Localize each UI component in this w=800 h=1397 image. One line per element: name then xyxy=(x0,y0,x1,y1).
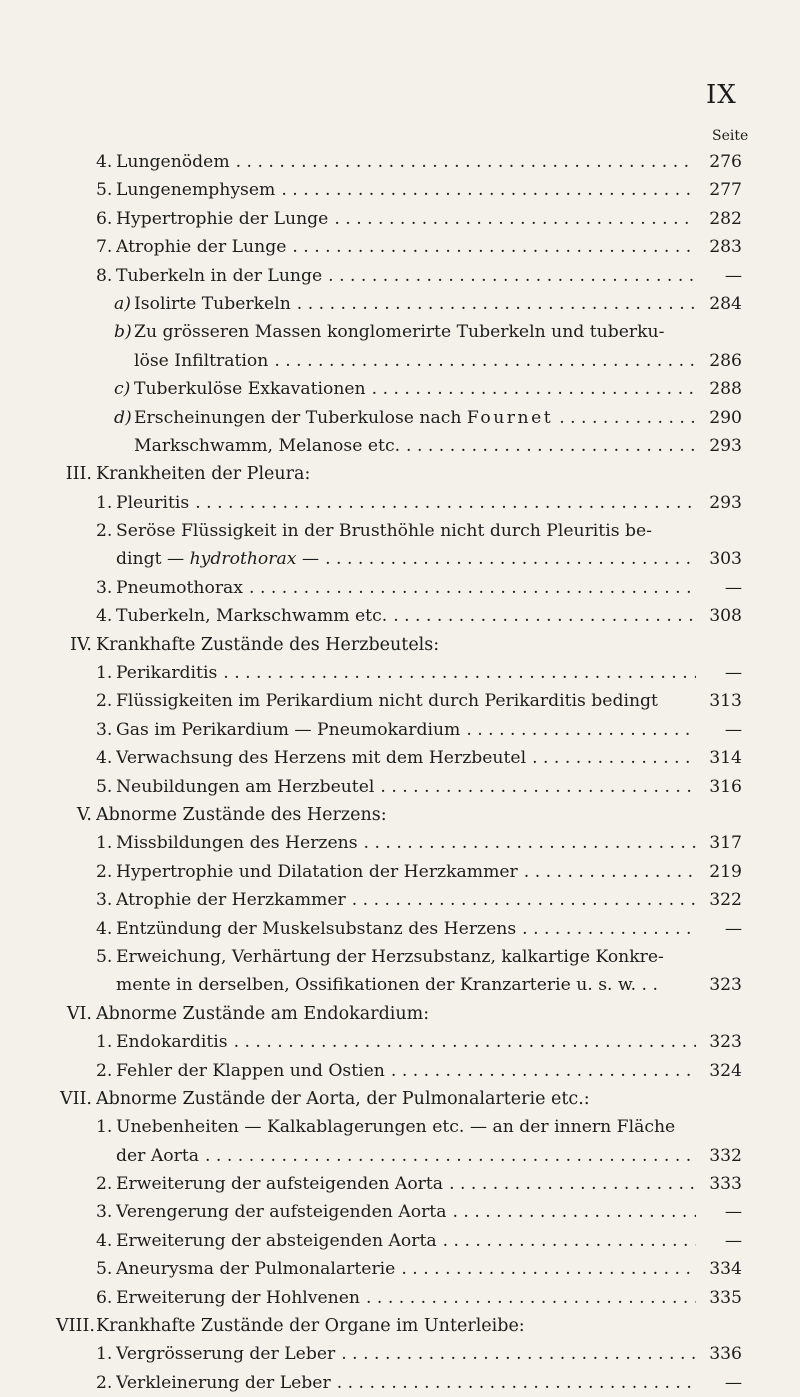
entry-number: 6. xyxy=(96,208,113,229)
entry-title: Lungenödem . . . xyxy=(116,148,696,176)
entry-title: Verkleinerung der Leber . . . xyxy=(116,1369,696,1397)
section-title: Abnorme Zustände des Herzens: xyxy=(96,804,387,825)
toc-entry xyxy=(96,1340,742,1368)
toc-entry xyxy=(96,915,742,943)
toc-subentry xyxy=(96,290,742,318)
entry-title: Erweiterung der absteigenden Aorta . . . xyxy=(116,1227,696,1255)
toc-subentry-continuation xyxy=(96,432,742,460)
entry-title: Atrophie der Herzkammer . . . xyxy=(116,886,696,914)
entry-title-text: Erscheinungen der Tuberkulose nach xyxy=(134,407,462,428)
toc-subentry xyxy=(96,375,742,403)
toc-entry xyxy=(96,687,742,715)
author-name: Fournet xyxy=(466,407,554,428)
entry-page: 314 xyxy=(709,748,742,769)
table-of-contents xyxy=(56,148,742,1397)
entry-page: 333 xyxy=(709,1174,742,1195)
latin-term: hydrothorax xyxy=(189,549,297,570)
entry-letter: a) xyxy=(114,293,131,314)
section-numeral: VII. xyxy=(59,1088,92,1109)
toc-entry xyxy=(96,858,742,886)
toc-entry xyxy=(96,1255,742,1283)
entry-page: 336 xyxy=(709,1344,742,1365)
entry-page: 286 xyxy=(709,350,742,371)
toc-entry xyxy=(96,233,742,261)
toc-entry-continuation xyxy=(96,545,742,573)
entry-number: 3. xyxy=(96,890,113,911)
toc-entry xyxy=(96,1284,742,1312)
entry-page: 324 xyxy=(709,1060,742,1081)
entry-number: 1. xyxy=(96,663,113,684)
entry-title: Tuberkeln, Markschwamm etc. . . . xyxy=(116,602,696,630)
entry-page: 284 xyxy=(709,293,742,314)
toc-entry xyxy=(96,886,742,914)
entry-number: 2. xyxy=(96,1372,113,1393)
toc-entry xyxy=(96,1170,742,1198)
entry-number: 3. xyxy=(96,719,113,740)
entry-page: 308 xyxy=(709,606,742,627)
section-title: Krankhafte Zustände der Organe im Unterleibe: xyxy=(96,1316,525,1337)
entry-title: Zu grösseren Massen konglomerirte Tuberkeln und tuberku- xyxy=(134,322,665,343)
toc-section-heading xyxy=(56,1312,742,1340)
entry-number: 6. xyxy=(96,1287,113,1308)
toc-entry xyxy=(96,489,742,517)
entry-page: 276 xyxy=(709,152,742,172)
entry-page: 303 xyxy=(709,549,742,570)
toc-entry xyxy=(96,1198,742,1226)
entry-page: 313 xyxy=(709,691,742,712)
entry-page: 323 xyxy=(709,1032,742,1053)
section-title: Krankhafte Zustände des Herzbeutels: xyxy=(96,634,440,655)
toc-section-heading xyxy=(66,1000,742,1028)
entry-letter: c) xyxy=(114,379,131,400)
entry-title: Tuberkeln in der Lunge . . . xyxy=(116,262,696,290)
entry-title-text: dingt — xyxy=(116,549,185,570)
entry-page: 316 xyxy=(709,776,742,797)
entry-page: — xyxy=(724,663,742,684)
entry-page: 288 xyxy=(709,379,742,400)
entry-number: 7. xyxy=(96,237,113,258)
entry-number: 3. xyxy=(96,1202,113,1223)
entry-title: Pleuritis . . . xyxy=(116,489,696,517)
page-number: IX xyxy=(706,80,737,110)
entry-title: Markschwamm, Melanose etc. . . . xyxy=(134,432,696,460)
section-numeral: IV. xyxy=(69,634,92,655)
entry-page: — xyxy=(724,265,742,286)
toc-entry xyxy=(96,1113,742,1141)
entry-title: Entzündung der Muskelsubstanz des Herzens . . . xyxy=(116,915,696,943)
entry-number: 5. xyxy=(96,776,113,797)
toc-entry xyxy=(96,716,742,744)
entry-number: 3. xyxy=(96,577,113,598)
section-numeral: III. xyxy=(65,464,92,485)
entry-number: 4. xyxy=(96,152,113,172)
section-title: Abnorme Zustände am Endokardium: xyxy=(96,1003,430,1024)
entry-title: Hypertrophie der Lunge . . . xyxy=(116,205,696,233)
entry-title: Lungenemphysem . . . xyxy=(116,176,696,204)
section-title: Abnorme Zustände der Aorta, der Pulmonalarterie etc.: xyxy=(96,1088,590,1109)
entry-title: Missbildungen des Herzens . . . xyxy=(116,829,696,857)
entry-number: 2. xyxy=(96,521,113,542)
entry-title xyxy=(116,545,696,573)
toc-entry xyxy=(96,773,742,801)
toc-subentry xyxy=(96,404,742,432)
entry-number: 4. xyxy=(96,918,113,939)
toc-entry xyxy=(96,262,742,290)
entry-number: 8. xyxy=(96,265,113,286)
entry-title: Verengerung der aufsteigenden Aorta . . . xyxy=(116,1198,696,1226)
entry-title: der Aorta . . . xyxy=(116,1142,696,1170)
toc-entry xyxy=(96,517,742,545)
entry-page: 282 xyxy=(709,208,742,229)
section-numeral: VIII. xyxy=(56,1316,95,1337)
entry-title: Erweiterung der aufsteigenden Aorta . . . xyxy=(116,1170,696,1198)
entry-number: 4. xyxy=(96,1230,113,1251)
entry-number: 5. xyxy=(96,1259,113,1280)
toc-entry xyxy=(96,1057,742,1085)
entry-page: 293 xyxy=(709,435,742,456)
entry-page: — xyxy=(724,577,742,598)
entry-title: Vergrösserung der Leber . . . xyxy=(116,1340,696,1368)
entry-title: Verwachsung des Herzens mit dem Herzbeutel . . . xyxy=(116,744,696,772)
entry-page: — xyxy=(724,1372,742,1393)
section-title: Krankheiten der Pleura: xyxy=(96,464,311,485)
entry-number: 2. xyxy=(96,861,113,882)
entry-page: 335 xyxy=(709,1287,742,1308)
entry-title-text: — xyxy=(301,549,320,570)
section-numeral: V. xyxy=(76,804,92,825)
entry-number: 4. xyxy=(96,748,113,769)
entry-number: 1. xyxy=(96,1032,113,1053)
toc-entry xyxy=(96,744,742,772)
entry-page: — xyxy=(724,1202,742,1223)
entry-title: Gas im Perikardium — Pneumokardium . . . xyxy=(116,716,696,744)
entry-number: 5. xyxy=(96,946,113,967)
toc-entry xyxy=(96,1227,742,1255)
toc-entry xyxy=(96,148,742,176)
entry-title: Pneumothorax . . . xyxy=(116,574,696,602)
entry-title: Seröse Flüssigkeit in der Brusthöhle nicht durch Pleuritis be- xyxy=(116,521,652,542)
entry-number: 4. xyxy=(96,606,113,627)
toc-entry xyxy=(96,574,742,602)
section-numeral: VI. xyxy=(66,1003,92,1024)
entry-title: löse Infiltration . . . xyxy=(134,347,696,375)
toc-entry xyxy=(96,829,742,857)
toc-entry-continuation xyxy=(96,971,742,999)
entry-page: 332 xyxy=(709,1145,742,1166)
entry-number: 1. xyxy=(96,1344,113,1365)
toc-entry xyxy=(96,1369,742,1397)
entry-number: 2. xyxy=(96,1060,113,1081)
entry-title: Isolirte Tuberkeln . . . xyxy=(134,290,696,318)
entry-title: Hypertrophie und Dilatation der Herzkammer . . . xyxy=(116,858,696,886)
toc-entry-continuation xyxy=(96,1142,742,1170)
entry-title: Tuberkulöse Exkavationen . . . xyxy=(134,375,696,403)
entry-page: 219 xyxy=(709,861,742,882)
entry-title: Fehler der Klappen und Ostien . . . xyxy=(116,1057,696,1085)
entry-page: — xyxy=(724,918,742,939)
toc-entry xyxy=(96,943,742,971)
entry-number: 1. xyxy=(96,492,113,513)
toc-section-heading xyxy=(59,1085,742,1113)
toc-subentry-continuation xyxy=(96,347,742,375)
entry-number: 1. xyxy=(96,1117,113,1138)
entry-title: Perikarditis . . . xyxy=(116,659,696,687)
entry-page: 322 xyxy=(709,890,742,911)
entry-title: Aneurysma der Pulmonalarterie . . . xyxy=(116,1255,696,1283)
toc-section-heading xyxy=(65,460,742,488)
entry-letter: b) xyxy=(114,322,132,343)
column-label-seite: Seite xyxy=(712,128,749,144)
entry-page: 334 xyxy=(709,1259,742,1280)
toc-entry xyxy=(96,205,742,233)
entry-title: Atrophie der Lunge . . . xyxy=(116,233,696,261)
entry-title: Unebenheiten — Kalkablagerungen etc. — an der innern Fläche xyxy=(116,1117,676,1138)
entry-number: 2. xyxy=(96,691,113,712)
entry-page: 317 xyxy=(709,833,742,854)
entry-page: — xyxy=(724,1230,742,1251)
entry-title xyxy=(134,404,696,432)
toc-subentry xyxy=(96,318,742,346)
entry-title: Erweichung, Verhärtung der Herzsubstanz, kalkartige Konkre- xyxy=(116,946,664,967)
toc-entry xyxy=(96,602,742,630)
toc-entry xyxy=(96,1028,742,1056)
entry-title: Endokarditis . . . xyxy=(116,1028,696,1056)
entry-page: — xyxy=(724,719,742,740)
entry-page: 283 xyxy=(709,237,742,258)
entry-letter: d) xyxy=(114,407,132,428)
entry-page: 323 xyxy=(709,975,742,996)
entry-title: mente in derselben, Ossifikationen der Kranzarterie u. s. w. . . xyxy=(116,975,658,996)
entry-title: Erweiterung der Hohlvenen . . . xyxy=(116,1284,696,1312)
entry-page: 277 xyxy=(709,180,742,201)
entry-title: Neubildungen am Herzbeutel . . . xyxy=(116,773,696,801)
entry-page: 290 xyxy=(709,407,742,428)
entry-number: 5. xyxy=(96,180,113,201)
entry-number: 2. xyxy=(96,1174,113,1195)
toc-entry xyxy=(96,176,742,204)
entry-number: 1. xyxy=(96,833,113,854)
toc-entry xyxy=(96,659,742,687)
entry-page: 293 xyxy=(709,492,742,513)
toc-section-heading xyxy=(76,801,742,829)
entry-title: Flüssigkeiten im Perikardium nicht durch Perikarditis bedingt xyxy=(116,691,658,712)
toc-section-heading xyxy=(69,631,742,659)
